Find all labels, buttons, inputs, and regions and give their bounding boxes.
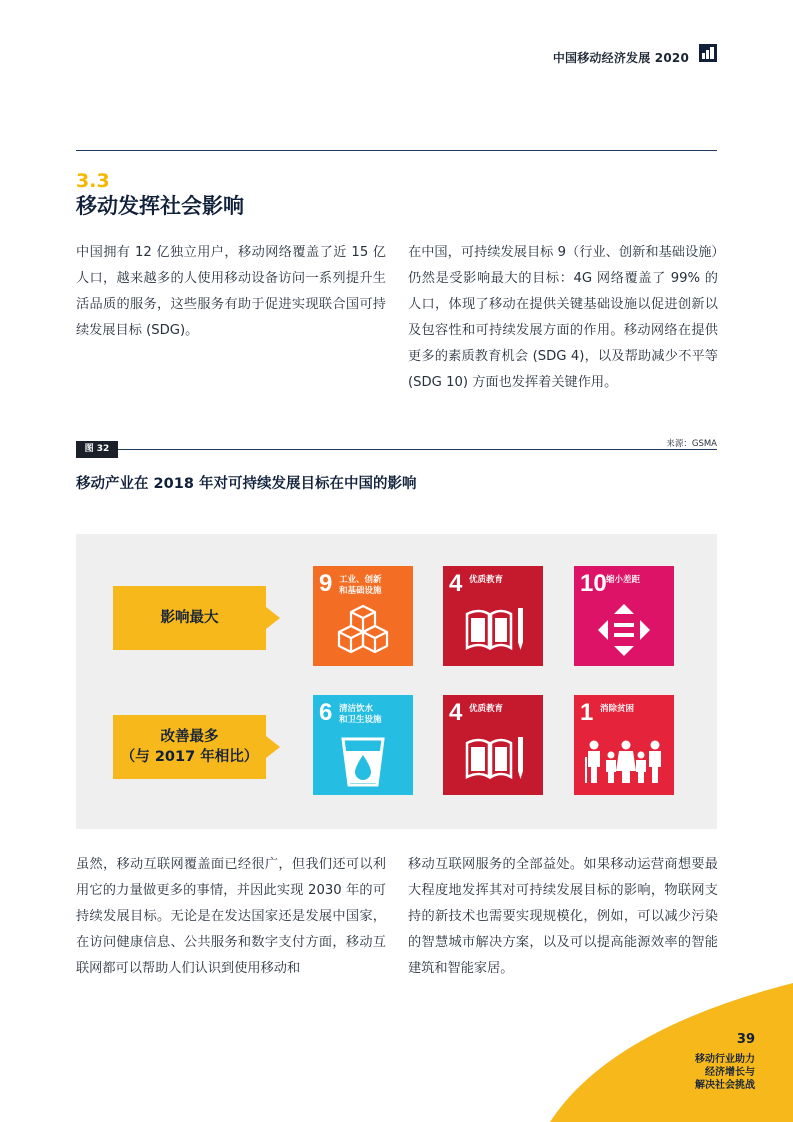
- sdg-9-number: 9: [319, 570, 333, 597]
- sdg-10-number: 10: [580, 570, 607, 597]
- figure-source: 来源：GSMA: [666, 439, 717, 449]
- intro-paragraph-left: 中国拥有 12 亿独立用户，移动网络覆盖了近 15 亿人口，越来越多的人使用移动设备访问一系列提升生活品质的服务，这些服务有助于促进实现联合国可持续发展目标 (SDG)。: [76, 245, 386, 338]
- sdg-6-number: 6: [319, 699, 333, 726]
- callout-most-improved-sublabel: （与 2017 年相比）: [120, 749, 259, 765]
- section-title: 移动发挥社会影响: [76, 194, 244, 218]
- intro-paragraph-right: 在中国，可持续发展目标 9（行业、创新和基础设施）仍然是受影响最大的目标：4G 网络覆盖了 99% 的人口，体现了移动在提供关键基础设施以促进创新以及包容性和可持续发展方面的作用。移动网络在提供更多的素质教育机会 (SDG 4)，以及帮助减少不平等 (SDG 10) 方面也发挥着关键作用。: [408, 245, 718, 390]
- sdg-1-label: 消除贫困: [600, 704, 635, 714]
- chapter-label-line-2: 经济增长与: [705, 1067, 755, 1078]
- sdg-4-number-2: 4: [449, 699, 463, 726]
- figure-title: 移动产业在 2018 年对可持续发展目标在中国的影响: [76, 476, 417, 492]
- sdg-6-label-1: 清洁饮水: [339, 704, 374, 714]
- chapter-label-line-3: 解决社会挑战: [695, 1080, 755, 1091]
- outro-paragraph-left: 虽然，移动互联网覆盖面已经很广，但我们还可以利用它的力量做更多的事情，并因此实现 2030 年的可持续发展目标。无论是在发达国家还是发展中国家，在访问健康信息、公共服务和数字支付方面，移动互联网都可以帮助人们认识到使用移动和: [76, 857, 386, 976]
- sdg-4-number: 4: [449, 570, 463, 597]
- figure-tag: 图 32: [76, 441, 118, 458]
- sdg-1-number: 1: [580, 699, 594, 726]
- page-number: 39: [736, 1032, 755, 1047]
- chapter-label: [695, 1053, 755, 1092]
- sdg-9-label-2: 和基础设施: [339, 586, 382, 596]
- sdg-9-label-1: 工业、创新: [339, 575, 382, 585]
- section-number: 3.3: [76, 170, 110, 192]
- chapter-label-line-1: 移动行业助力: [695, 1054, 755, 1065]
- sdg-4-label-2: 优质教育: [469, 704, 504, 714]
- callout-most-impacted-label: 影响最大: [160, 610, 219, 626]
- outro-paragraph-right: 移动互联网服务的全部益处。如果移动运营商想要最大程度地发挥其对可持续发展目标的影响，物联网支持的新技术也需要实现规模化，例如，可以减少污染的智慧城市解决方案，以及可以提高能源效率的智能建筑和智能家居。: [408, 857, 718, 976]
- running-header-title: 中国移动经济发展 2020: [552, 51, 689, 65]
- sdg-10-label: 缩小差距: [606, 575, 641, 585]
- sdg-4-label: 优质教育: [469, 575, 504, 585]
- callout-most-improved-label: 改善最多: [160, 729, 219, 745]
- sdg-6-label-2: 和卫生设施: [339, 715, 382, 725]
